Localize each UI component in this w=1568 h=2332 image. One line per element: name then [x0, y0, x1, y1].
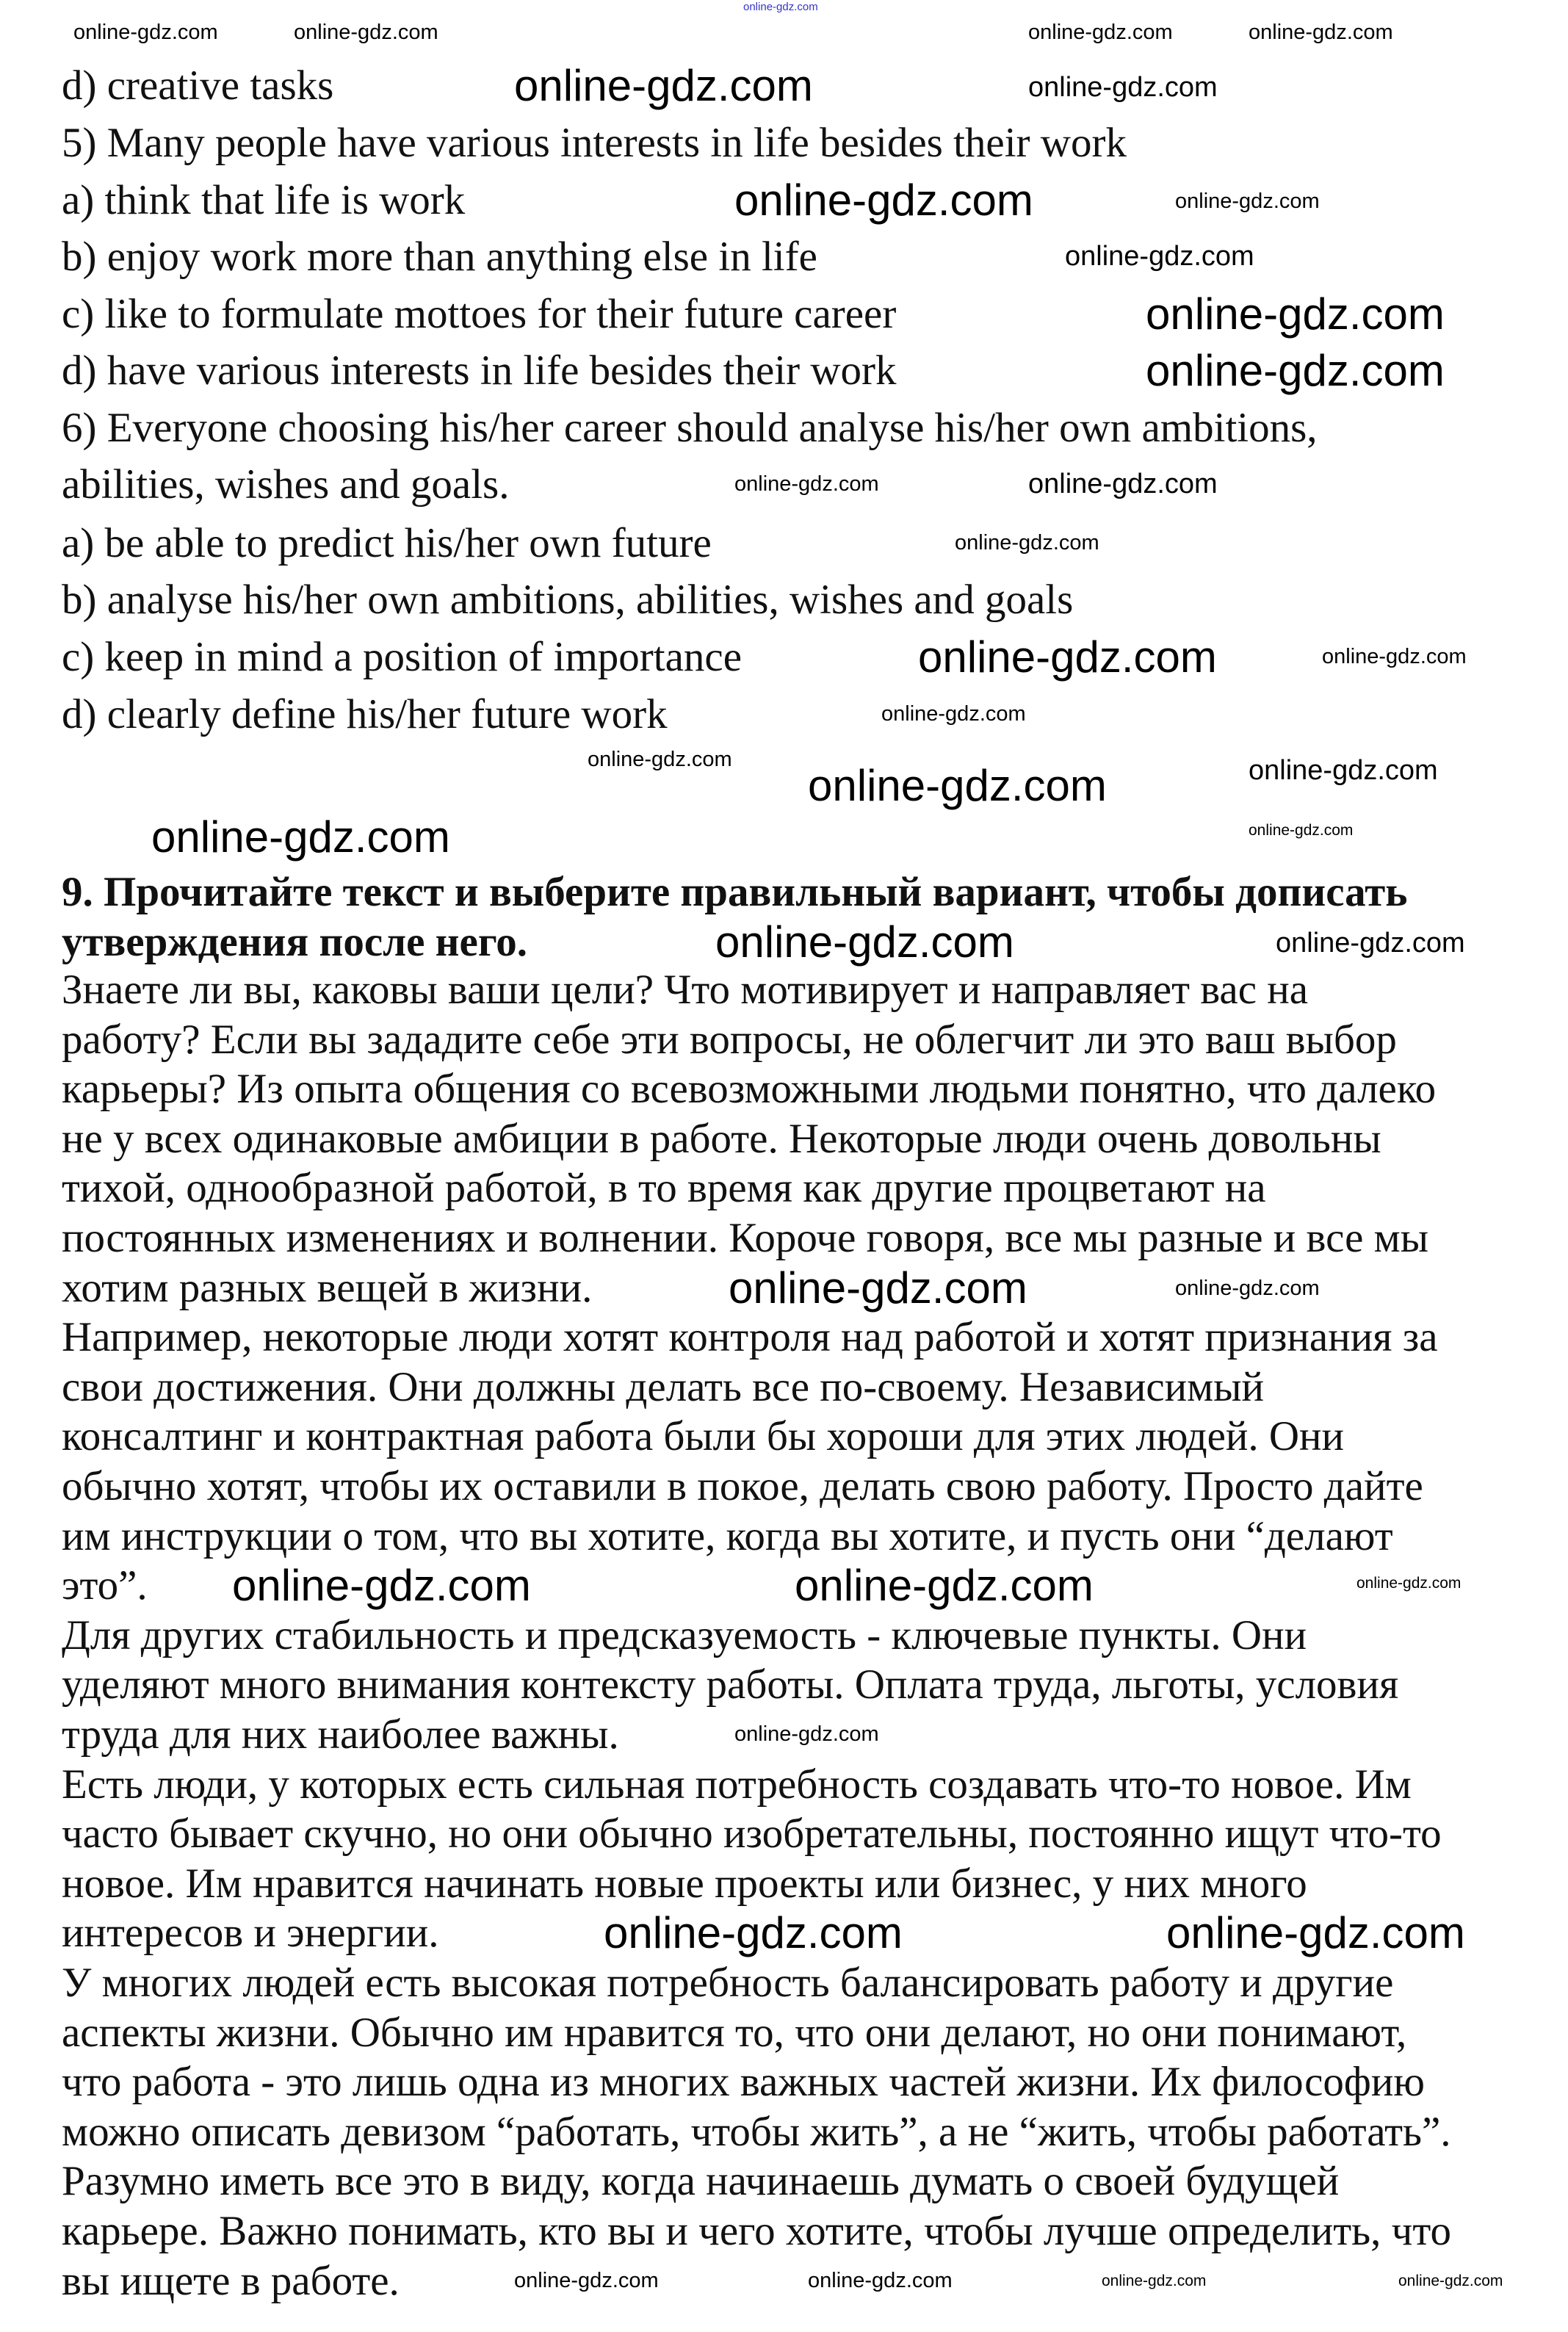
watermark: online-gdz.com — [604, 1908, 903, 1957]
text-line: не у всех одинаковые амбиции в работе. Некоторые люди очень довольны — [62, 1115, 1381, 1162]
text-line: часто бывает скучно, но они обычно изобретательны, постоянно ищут что-то — [62, 1811, 1442, 1858]
text-line: можно описать девизом “работать, чтобы жить”, а не “жить, чтобы работать”. — [62, 2108, 1451, 2155]
watermark: online-gdz.com — [1102, 2273, 1207, 2289]
watermark: online-gdz.com — [1146, 346, 1445, 395]
watermark: online-gdz.com — [1146, 289, 1445, 339]
watermark: online-gdz.com — [1175, 189, 1320, 213]
text-line: a) be able to predict his/her own future — [62, 520, 712, 566]
watermark: online-gdz.com — [294, 21, 438, 44]
watermark: online-gdz.com — [734, 1722, 879, 1746]
watermark: online-gdz.com — [1398, 2273, 1503, 2289]
watermark: online-gdz.com — [918, 632, 1217, 682]
text-line: d) clearly define his/her future work — [62, 691, 668, 737]
watermark: online-gdz.com — [808, 761, 1107, 810]
text-line: b) enjoy work more than anything else in life — [62, 234, 817, 280]
top-watermark: online-gdz.com — [743, 1, 818, 13]
watermark: online-gdz.com — [1322, 645, 1467, 668]
watermark: online-gdz.com — [795, 1561, 1094, 1610]
text-line: карьеры? Из опыта общения со всевозможными людьми понятно, что далеко — [62, 1066, 1437, 1113]
text-line: хотим разных вещей в жизни. — [62, 1264, 593, 1311]
text-line: что работа - это лишь одна из многих важных частей жизни. Их философию — [62, 2059, 1425, 2106]
watermark: online-gdz.com — [514, 2269, 659, 2292]
watermark: online-gdz.com — [734, 472, 879, 496]
watermark: online-gdz.com — [1065, 241, 1254, 272]
text-line: c) keep in mind a position of importance — [62, 634, 742, 680]
task-heading: утверждения после него. — [62, 919, 528, 965]
text-line: Знаете ли вы, каковы ваши цели? Что мотивирует и направляет вас на — [62, 967, 1309, 1013]
text-line: abilities, wishes and goals. — [62, 461, 510, 508]
text-line: 6) Everyone choosing his/her career should analyse his/her own ambitions, — [62, 405, 1318, 451]
text-line: им инструкции о том, что вы хотите, когда вы хотите, и пусть они “делают — [62, 1512, 1393, 1559]
text-line: Есть люди, у которых есть сильная потребность создавать что-то новое. Им — [62, 1761, 1412, 1808]
watermark: online-gdz.com — [1249, 755, 1438, 786]
text-line: У многих людей есть высокая потребность балансировать работу и другие — [62, 1960, 1394, 2006]
watermark: online-gdz.com — [1175, 1277, 1320, 1300]
text-line: новое. Им нравится начинать новые проекты или бизнес, у них много — [62, 1860, 1307, 1907]
text-line: Например, некоторые люди хотят контроля над работой и хотят признания за — [62, 1314, 1438, 1361]
watermark: online-gdz.com — [734, 176, 1033, 225]
text-line: тихой, однообразной работой, в то время как другие процветают на — [62, 1165, 1266, 1212]
watermark: online-gdz.com — [588, 748, 732, 771]
text-line: a) think that life is work — [62, 177, 466, 223]
text-line: свои достижения. Они должны делать все по-своему. Независимый — [62, 1363, 1264, 1410]
text-line: это”. — [62, 1562, 148, 1609]
text-line: уделяют много внимания контексту работы. Оплата труда, льготы, условия — [62, 1661, 1399, 1708]
text-line: 5) Many people have various interests in life besides their work — [62, 120, 1127, 166]
watermark: online-gdz.com — [1249, 21, 1393, 44]
task-heading: 9. Прочитайте текст и выберите правильный вариант, чтобы дописать — [62, 869, 1408, 915]
text-line: аспекты жизни. Обычно им нравится то, что они делают, но они понимают, — [62, 2009, 1407, 2056]
text-line: c) like to formulate mottoes for their future career — [62, 291, 897, 337]
text-line: d) have various interests in life besides their work — [62, 347, 897, 394]
text-line: постоянных изменениях и волнении. Короче говоря, все мы разные и все мы — [62, 1215, 1428, 1261]
watermark: online-gdz.com — [715, 917, 1014, 967]
watermark: online-gdz.com — [1356, 1575, 1462, 1592]
watermark: online-gdz.com — [232, 1561, 531, 1610]
text-line: работу? Если вы зададите себе эти вопросы, не облегчит ли это ваш выбор — [62, 1016, 1397, 1063]
text-line: карьере. Важно понимать, кто вы и чего хотите, чтобы лучше определить, что — [62, 2208, 1451, 2254]
watermark: online-gdz.com — [808, 2269, 953, 2292]
text-line: обычно хотят, чтобы их оставили в покое, делать свою работу. Просто дайте — [62, 1463, 1423, 1509]
watermark: online-gdz.com — [955, 531, 1099, 555]
watermark: online-gdz.com — [729, 1263, 1027, 1313]
text-line: b) analyse his/her own ambitions, abilities, wishes and goals — [62, 577, 1074, 623]
watermark: online-gdz.com — [1028, 21, 1173, 44]
watermark: online-gdz.com — [1249, 822, 1354, 839]
text-line: интересов и энергии. — [62, 1910, 439, 1957]
text-line: труда для них наиболее важны. — [62, 1711, 619, 1758]
watermark: online-gdz.com — [1028, 469, 1218, 499]
watermark: online-gdz.com — [73, 21, 218, 44]
watermark: online-gdz.com — [151, 812, 450, 862]
text-line: d) creative tasks — [62, 62, 334, 109]
text-line: Разумно иметь все это в виду, когда начинаешь думать о своей будущей — [62, 2158, 1340, 2205]
watermark: online-gdz.com — [514, 61, 813, 110]
text-line: консалтинг и контрактная работа были бы хороши для этих людей. Они — [62, 1413, 1345, 1460]
text-line: вы ищете в работе. — [62, 2257, 400, 2304]
watermark: online-gdz.com — [1166, 1908, 1465, 1957]
watermark: online-gdz.com — [881, 702, 1026, 726]
text-line: Для других стабильность и предсказуемость - ключевые пункты. Они — [62, 1611, 1307, 1658]
watermark: online-gdz.com — [1276, 928, 1465, 959]
watermark: online-gdz.com — [1028, 72, 1218, 103]
